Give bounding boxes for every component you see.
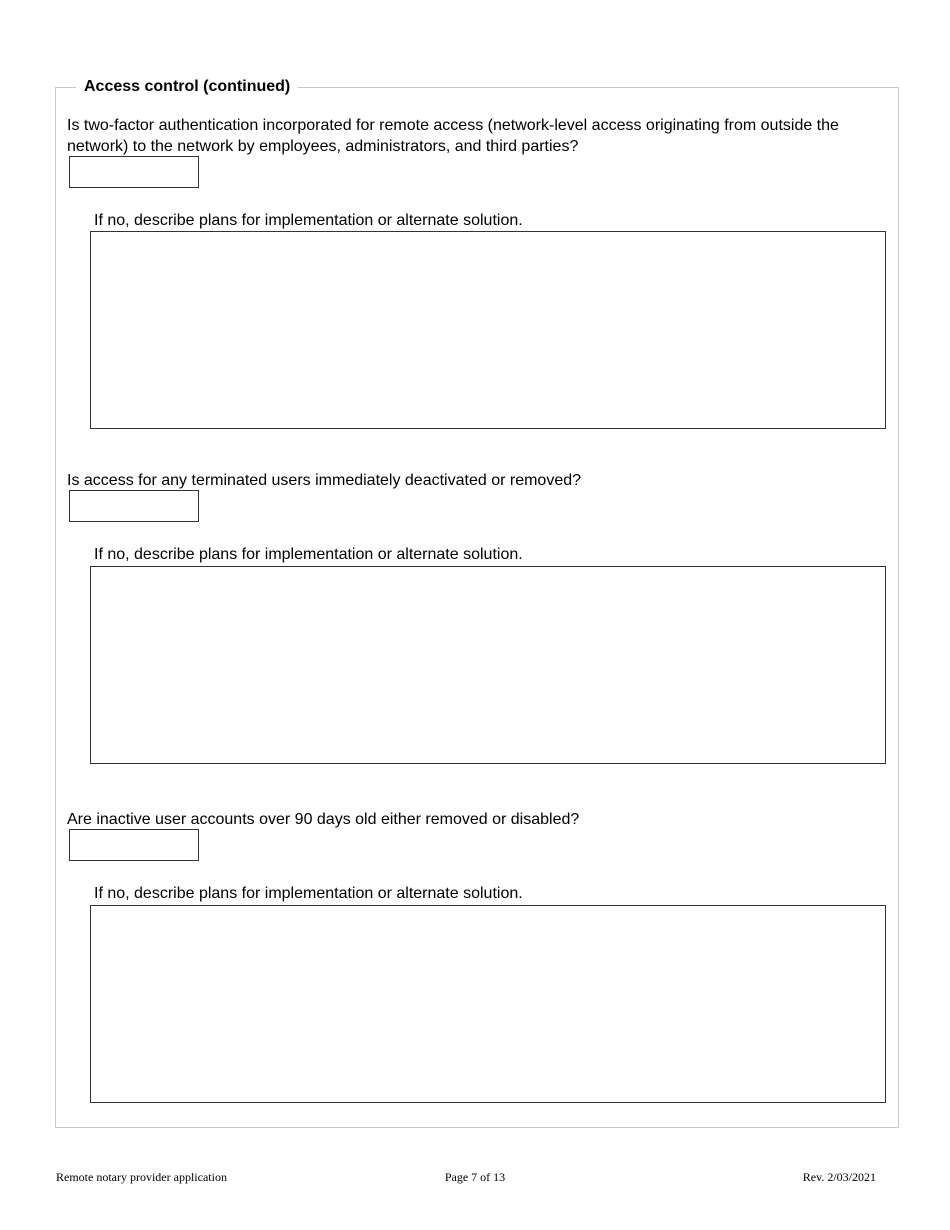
question-inactive-accounts: Are inactive user accounts over 90 days old either removed or disabled? (67, 811, 580, 828)
terminated-users-followup-field[interactable] (90, 566, 886, 764)
footer-revision: Rev. 2/03/2021 (802, 1170, 876, 1184)
question-terminated-users: Is access for any terminated users immediately deactivated or removed? (67, 472, 582, 489)
inactive-accounts-followup-label: If no, describe plans for implementation or alternate solution. (94, 885, 523, 902)
two-factor-auth-followup-field[interactable] (90, 231, 886, 429)
section-title: Access control (continued) (76, 77, 298, 97)
footer-form-name: Remote notary provider application (56, 1170, 227, 1184)
inactive-accounts-followup-field[interactable] (90, 905, 886, 1103)
terminated-users-followup-label: If no, describe plans for implementation or alternate solution. (94, 546, 523, 563)
two-factor-auth-followup-label: If no, describe plans for implementation or alternate solution. (94, 212, 523, 229)
terminated-users-answer-field[interactable] (69, 490, 199, 522)
inactive-accounts-answer-field[interactable] (69, 829, 199, 861)
two-factor-auth-answer-field[interactable] (69, 156, 199, 188)
question-two-factor-auth: Is two-factor authentication incorporated for remote access (network-level access originating from outside the network) to the network by employees, administrators, and third parties? (67, 117, 839, 155)
footer-page-number: Page 7 of 13 (444, 1170, 506, 1184)
